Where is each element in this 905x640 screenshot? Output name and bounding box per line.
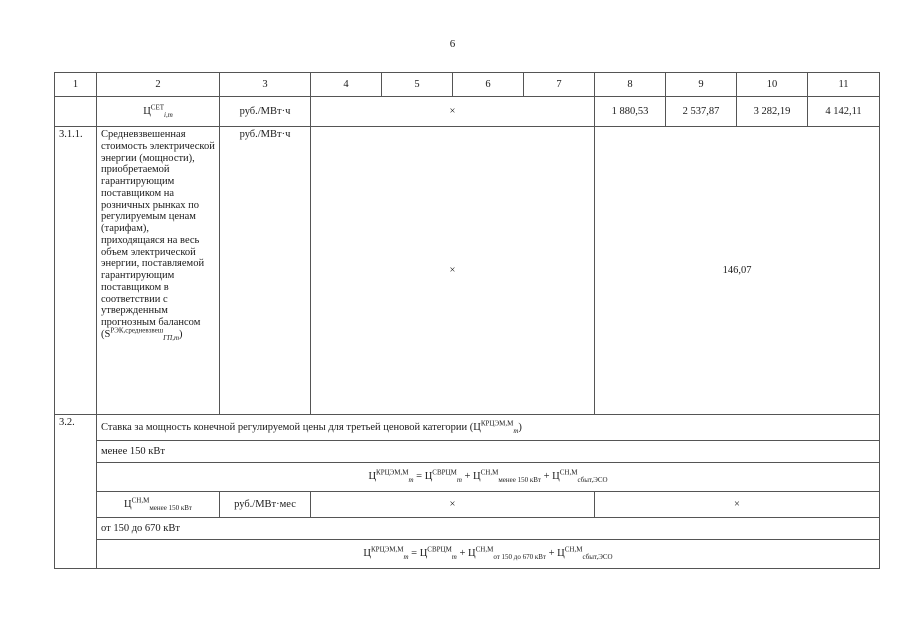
header-cell: 9 [666,73,737,97]
formula-cell: $Ц^{КРЦЭМ,М}_m = Ц^{СВРЦМ}_m + Ц^{СН,М}_{от 150 до 670 кВт} + Ц^{СН,М}_{сбыт,ЭСО}$ [97,540,880,569]
symbol-sup: СЕТ [150,103,165,112]
table-row-3-1-1 [55,127,880,415]
header-cell: 1 [55,73,97,97]
symbol: $(S^{РЭК,средневзвеш}_{ГП,m})$ [101,326,183,342]
header-row [55,73,880,97]
table-row-150-670-label [55,518,880,540]
header-cell: 10 [737,73,808,97]
table-row-lt150-formula [55,463,880,492]
value-cell: 2 537,87 [666,97,737,127]
unit-cell: руб./МВт·мес [220,492,311,518]
formula-cell: $Ц^{КРЦЭМ,М}_m = Ц^{СВРЦМ}_m + Ц^{СН,М}_{менее 150 кВт} + Ц^{СН,М}_{сбыт,ЭСО}$ [97,463,880,492]
header-cell: 7 [524,73,595,97]
value-cell: 146,07 [595,127,880,415]
description-text: Средневзвешенная стоимость электрической энергии (мощности), приобретаемой гарантирующим поставщиком на розничных рынках по регулируемым ценам (тарифам), приходящаяся на весь объем электрической энергии, поставляемой гарантирующим поставщиком в соответствии с утвержденным прогнозным балансом [101,129,215,328]
cross-cell: × [311,97,595,127]
header-cell: 8 [595,73,666,97]
value-cell: 1 880,53 [595,97,666,127]
symbol-base: Ц [143,105,151,117]
tariff-table [54,72,880,569]
symbol-cell: $Ц^{СН,М}_{менее 150 кВт}$ [97,492,220,518]
header-cell: 4 [311,73,382,97]
table-row-150-670-formula [55,540,880,569]
table-row-lt150-label [55,441,880,463]
header-cell: 2 [97,73,220,97]
header-cell: 6 [453,73,524,97]
cross-cell: × [595,492,880,518]
unit-cell: руб./МВт·ч [220,97,311,127]
description-cell [97,127,220,415]
table-row-3-2 [55,415,880,441]
section-title-cell: Ставка за мощность конечной регулируемой цены для третьей ценовой категории $(Ц^{КРЦЭМ,М}_m)$ [97,415,880,441]
header-cell: 3 [220,73,311,97]
cross-cell: × [311,492,595,518]
value-cell: 4 142,11 [808,97,880,127]
header-cell: 11 [808,73,880,97]
subsection-label: от 150 до 670 кВт [97,518,880,540]
symbol-cell [97,97,220,127]
cross-cell: × [311,127,595,415]
subsection-label: менее 150 кВт [97,441,880,463]
section-title: Ставка за мощность конечной регулируемой цены для третьей ценовой категории (Ц [101,421,481,433]
unit-cell: руб./МВт·ч [220,127,311,415]
symbol-sub: i,m [164,110,173,119]
row-number-cell: 3.1.1. [55,127,97,415]
row-number-cell: 3.2. [55,415,97,569]
table-row-cet [55,97,880,127]
row-number-cell [55,97,97,127]
page-number: 6 [449,38,456,50]
header-cell: 5 [382,73,453,97]
value-cell: 3 282,19 [737,97,808,127]
table-row-lt150-values [55,492,880,518]
